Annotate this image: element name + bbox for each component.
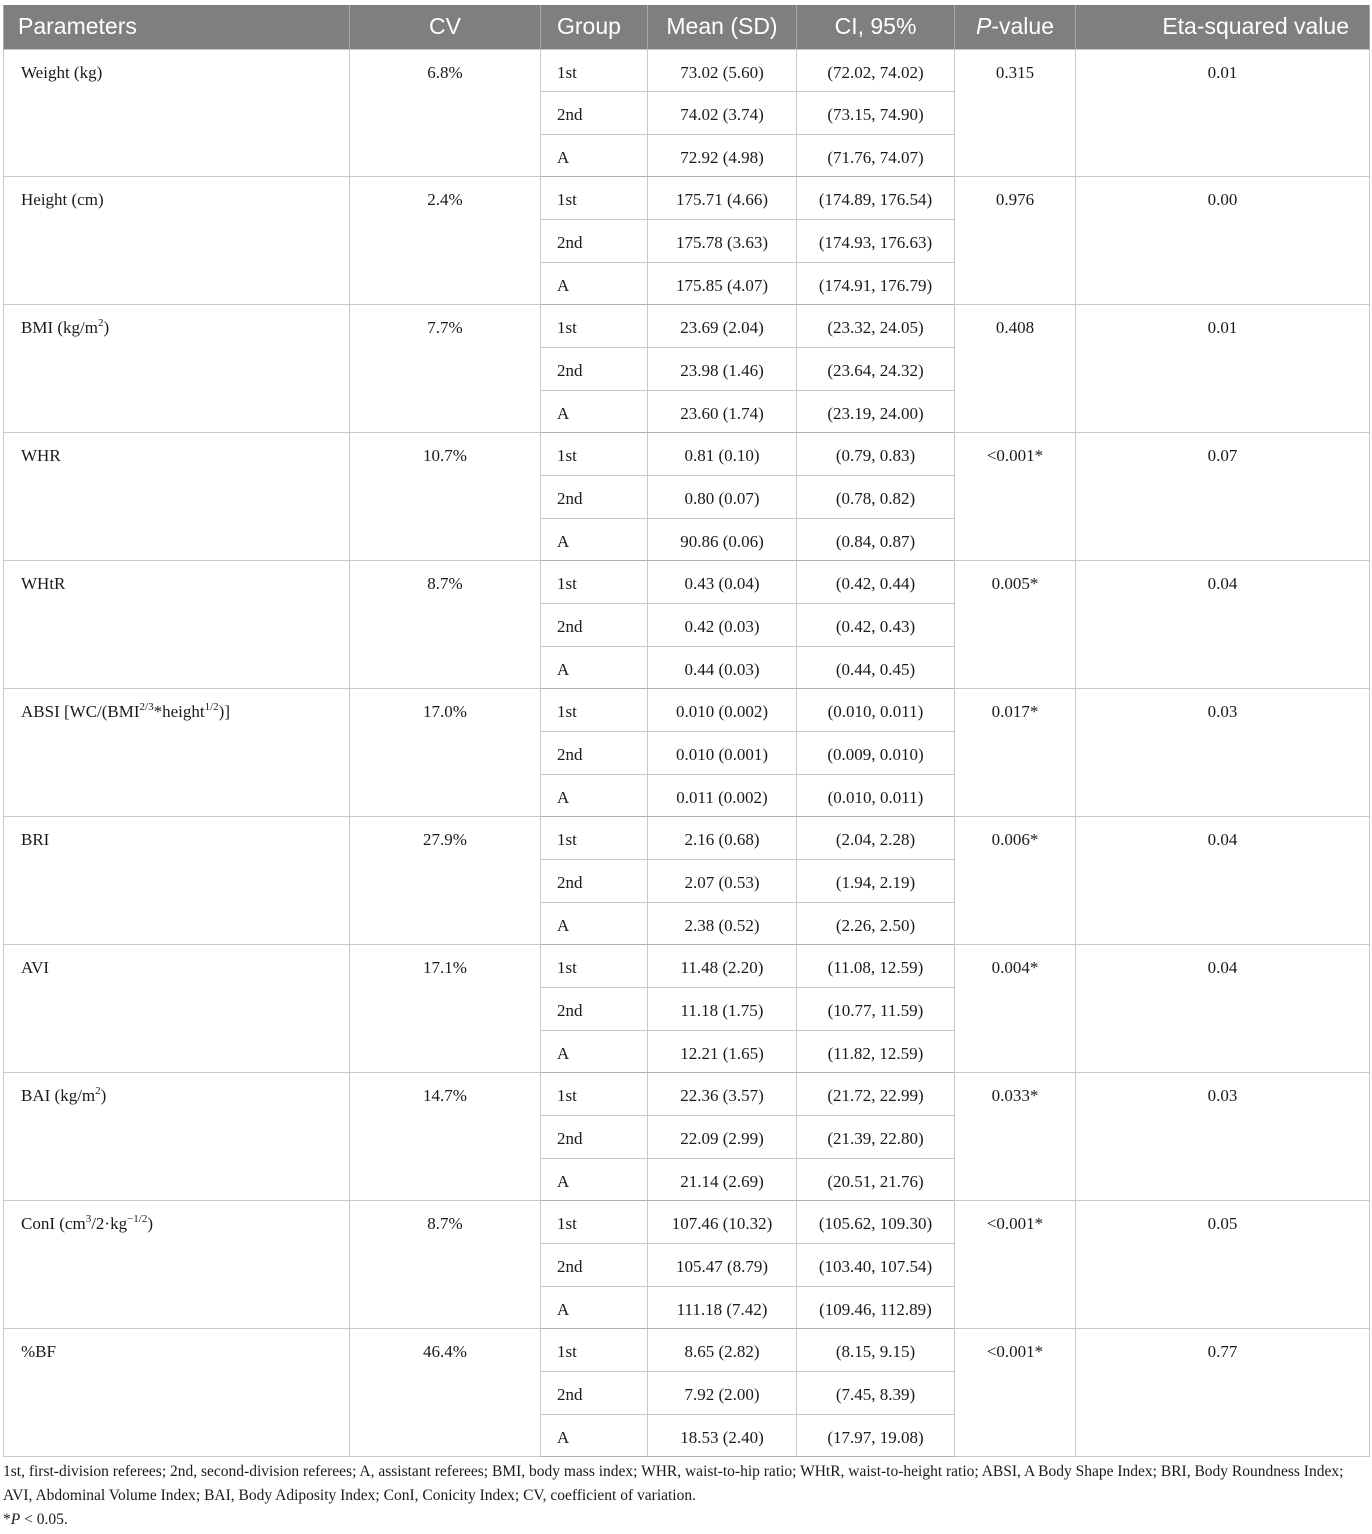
cell-cv: 6.8%	[350, 49, 541, 177]
footnote-abbreviations: 1st, first-division referees; 2nd, second-division referees; A, assistant referees; BMI, body mass index; WHR, waist-to-hip ratio; WHtR, waist-to-height ratio; ABSI, A Body Shape Index; BRI, Body Roundness Index; AVI, Abdominal Volume Index; BAI, Body Adiposity Index; ConI, Conicity Index; CV, coefficient of variation.	[3, 1463, 1344, 1505]
cell-mean-sd: 105.47 (8.79)	[648, 1243, 797, 1286]
anthropometric-table	[3, 5, 1370, 1457]
cell-ci: (20.51, 21.76)	[797, 1158, 955, 1201]
cell-parameter: %BF	[4, 1329, 350, 1457]
cell-ci: (23.64, 24.32)	[797, 348, 955, 391]
cell-ci: (0.79, 0.83)	[797, 433, 955, 476]
cell-ci: (23.32, 24.05)	[797, 305, 955, 348]
parameter-text: )	[147, 1214, 154, 1234]
table-row	[4, 177, 1370, 220]
cell-group: 1st	[541, 689, 648, 732]
cell-ci: (109.46, 112.89)	[797, 1286, 955, 1329]
cell-ci: (0.009, 0.010)	[797, 732, 955, 775]
cell-group: 2nd	[541, 732, 648, 775]
parameter-text: ConI (cm	[21, 1214, 86, 1234]
cell-mean-sd: 22.36 (3.57)	[648, 1073, 797, 1116]
cell-p-value: <0.001*	[955, 433, 1076, 561]
cell-mean-sd: 175.71 (4.66)	[648, 177, 797, 220]
cell-ci: (2.04, 2.28)	[797, 817, 955, 860]
cell-group: 2nd	[541, 1115, 648, 1158]
parameter-superscript: 1/2	[204, 700, 219, 713]
cell-group: 1st	[541, 1073, 648, 1116]
parameter-text: ABSI [WC/(BMI	[21, 702, 140, 722]
cell-group: 2nd	[541, 987, 648, 1030]
cell-p-value: 0.315	[955, 49, 1076, 177]
cell-ci: (7.45, 8.39)	[797, 1371, 955, 1414]
cell-parameter: Height (cm)	[4, 177, 350, 305]
cell-mean-sd: 11.48 (2.20)	[648, 945, 797, 988]
cell-p-value: <0.001*	[955, 1329, 1076, 1457]
table-row	[4, 561, 1370, 604]
cell-ci: (11.08, 12.59)	[797, 945, 955, 988]
cell-mean-sd: 8.65 (2.82)	[648, 1329, 797, 1372]
cell-group: A	[541, 902, 648, 945]
cell-parameter: WHtR	[4, 561, 350, 689]
cell-eta-squared: 0.04	[1076, 817, 1370, 945]
cell-group: 1st	[541, 817, 648, 860]
cell-mean-sd: 11.18 (1.75)	[648, 987, 797, 1030]
table-row	[4, 817, 1370, 860]
cell-p-value: 0.033*	[955, 1073, 1076, 1201]
cell-mean-sd: 12.21 (1.65)	[648, 1030, 797, 1073]
parameter-text: /2·kg	[91, 1214, 128, 1234]
cell-group: A	[541, 262, 648, 305]
cell-mean-sd: 74.02 (3.74)	[648, 92, 797, 135]
cell-group: A	[541, 1030, 648, 1073]
parameter-text: )	[100, 1086, 107, 1106]
cell-parameter	[4, 305, 350, 433]
table-row	[4, 1201, 1370, 1244]
cell-ci: (2.26, 2.50)	[797, 902, 955, 945]
cell-eta-squared: 0.77	[1076, 1329, 1370, 1457]
cell-cv: 8.7%	[350, 561, 541, 689]
cell-group: 2nd	[541, 1243, 648, 1286]
cell-p-value: 0.976	[955, 177, 1076, 305]
header-parameters: Parameters	[4, 5, 350, 49]
cell-parameter	[4, 689, 350, 817]
cell-parameter: AVI	[4, 945, 350, 1073]
cell-eta-squared: 0.03	[1076, 1073, 1370, 1201]
cell-group: 1st	[541, 1201, 648, 1244]
cell-ci: (174.89, 176.54)	[797, 177, 955, 220]
parameter-text: )]	[218, 702, 230, 722]
cell-p-value: 0.408	[955, 305, 1076, 433]
cell-eta-squared: 0.01	[1076, 49, 1370, 177]
cell-mean-sd: 18.53 (2.40)	[648, 1414, 797, 1457]
table-header-row	[4, 5, 1370, 49]
cell-mean-sd: 175.78 (3.63)	[648, 220, 797, 263]
cell-group: 2nd	[541, 220, 648, 263]
cell-ci: (103.40, 107.54)	[797, 1243, 955, 1286]
cell-ci: (17.97, 19.08)	[797, 1414, 955, 1457]
header-p-rest: -value	[991, 13, 1054, 40]
cell-mean-sd: 23.98 (1.46)	[648, 348, 797, 391]
cell-ci: (73.15, 74.90)	[797, 92, 955, 135]
cell-cv: 2.4%	[350, 177, 541, 305]
cell-mean-sd: 23.69 (2.04)	[648, 305, 797, 348]
cell-group: 2nd	[541, 348, 648, 391]
header-mean-sd: Mean (SD)	[648, 5, 797, 49]
header-cv: CV	[350, 5, 541, 49]
cell-ci: (174.91, 176.79)	[797, 262, 955, 305]
cell-mean-sd: 2.16 (0.68)	[648, 817, 797, 860]
cell-group: A	[541, 1286, 648, 1329]
cell-cv: 46.4%	[350, 1329, 541, 1457]
cell-p-value: 0.017*	[955, 689, 1076, 817]
cell-group: A	[541, 1414, 648, 1457]
cell-ci: (23.19, 24.00)	[797, 390, 955, 433]
table-row	[4, 1073, 1370, 1116]
footnote-star: *	[3, 1511, 11, 1529]
cell-group: 2nd	[541, 604, 648, 647]
cell-group: A	[541, 518, 648, 561]
cell-eta-squared: 0.00	[1076, 177, 1370, 305]
parameter-text: )	[103, 318, 110, 338]
cell-ci: (174.93, 176.63)	[797, 220, 955, 263]
cell-p-value: 0.005*	[955, 561, 1076, 689]
cell-mean-sd: 90.86 (0.06)	[648, 518, 797, 561]
cell-group: 1st	[541, 177, 648, 220]
parameter-text: BAI (kg/m	[21, 1086, 96, 1106]
footnote-p: P	[10, 1511, 21, 1529]
cell-ci: (10.77, 11.59)	[797, 987, 955, 1030]
cell-mean-sd: 0.42 (0.03)	[648, 604, 797, 647]
cell-cv: 17.0%	[350, 689, 541, 817]
cell-eta-squared: 0.01	[1076, 305, 1370, 433]
cell-ci: (0.42, 0.44)	[797, 561, 955, 604]
cell-mean-sd: 0.44 (0.03)	[648, 646, 797, 689]
cell-parameter: BRI	[4, 817, 350, 945]
cell-cv: 27.9%	[350, 817, 541, 945]
cell-mean-sd: 2.38 (0.52)	[648, 902, 797, 945]
cell-ci: (105.62, 109.30)	[797, 1201, 955, 1244]
cell-ci: (0.010, 0.011)	[797, 689, 955, 732]
cell-ci: (11.82, 12.59)	[797, 1030, 955, 1073]
cell-eta-squared: 0.05	[1076, 1201, 1370, 1329]
parameter-text: *height	[153, 702, 205, 722]
header-p-italic: P	[976, 13, 992, 40]
cell-group: 2nd	[541, 1371, 648, 1414]
header-p-value	[955, 5, 1076, 49]
cell-ci: (0.78, 0.82)	[797, 476, 955, 519]
cell-parameter: WHR	[4, 433, 350, 561]
cell-group: A	[541, 390, 648, 433]
cell-eta-squared: 0.04	[1076, 561, 1370, 689]
cell-group: 1st	[541, 1329, 648, 1372]
table-row	[4, 49, 1370, 92]
cell-parameter: Weight (kg)	[4, 49, 350, 177]
cell-group: A	[541, 134, 648, 177]
footnote-threshold: < 0.05.	[20, 1511, 68, 1529]
cell-cv: 14.7%	[350, 1073, 541, 1201]
cell-group: 1st	[541, 433, 648, 476]
cell-mean-sd: 111.18 (7.42)	[648, 1286, 797, 1329]
parameter-superscript: 2/3	[139, 700, 154, 713]
cell-eta-squared: 0.04	[1076, 945, 1370, 1073]
parameter-superscript: −1/2	[127, 1212, 148, 1225]
table-row	[4, 433, 1370, 476]
cell-mean-sd: 2.07 (0.53)	[648, 859, 797, 902]
parameter-superscript: 2	[97, 316, 104, 329]
cell-parameter	[4, 1201, 350, 1329]
cell-cv: 8.7%	[350, 1201, 541, 1329]
cell-p-value: <0.001*	[955, 1201, 1076, 1329]
cell-mean-sd: 0.010 (0.001)	[648, 732, 797, 775]
cell-mean-sd: 0.010 (0.002)	[648, 689, 797, 732]
table-row	[4, 305, 1370, 348]
cell-group: 1st	[541, 49, 648, 92]
cell-cv: 17.1%	[350, 945, 541, 1073]
cell-ci: (0.42, 0.43)	[797, 604, 955, 647]
cell-group: 1st	[541, 305, 648, 348]
parameter-superscript: 3	[85, 1212, 92, 1225]
footnote-significance	[3, 1508, 1369, 1532]
cell-ci: (21.39, 22.80)	[797, 1115, 955, 1158]
cell-mean-sd: 0.43 (0.04)	[648, 561, 797, 604]
cell-group: A	[541, 774, 648, 817]
cell-ci: (1.94, 2.19)	[797, 859, 955, 902]
cell-eta-squared: 0.07	[1076, 433, 1370, 561]
cell-ci: (0.84, 0.87)	[797, 518, 955, 561]
header-eta: Eta-squared value	[1076, 5, 1370, 49]
header-group: Group	[541, 5, 648, 49]
cell-p-value: 0.004*	[955, 945, 1076, 1073]
cell-p-value: 0.006*	[955, 817, 1076, 945]
cell-group: 2nd	[541, 92, 648, 135]
cell-group: 1st	[541, 561, 648, 604]
cell-mean-sd: 107.46 (10.32)	[648, 1201, 797, 1244]
cell-mean-sd: 175.85 (4.07)	[648, 262, 797, 305]
cell-group: 1st	[541, 945, 648, 988]
cell-ci: (0.010, 0.011)	[797, 774, 955, 817]
cell-group: A	[541, 646, 648, 689]
cell-ci: (72.02, 74.02)	[797, 49, 955, 92]
cell-parameter	[4, 1073, 350, 1201]
parameter-text: BMI (kg/m	[21, 318, 98, 338]
cell-mean-sd: 0.80 (0.07)	[648, 476, 797, 519]
cell-mean-sd: 7.92 (2.00)	[648, 1371, 797, 1414]
cell-mean-sd: 0.011 (0.002)	[648, 774, 797, 817]
table-body	[4, 49, 1370, 1457]
table-row	[4, 1329, 1370, 1372]
table-row	[4, 689, 1370, 732]
table-row	[4, 945, 1370, 988]
cell-ci: (71.76, 74.07)	[797, 134, 955, 177]
cell-group: 2nd	[541, 859, 648, 902]
cell-mean-sd: 23.60 (1.74)	[648, 390, 797, 433]
cell-ci: (8.15, 9.15)	[797, 1329, 955, 1372]
cell-ci: (21.72, 22.99)	[797, 1073, 955, 1116]
cell-cv: 7.7%	[350, 305, 541, 433]
cell-eta-squared: 0.03	[1076, 689, 1370, 817]
parameter-superscript: 2	[95, 1084, 101, 1097]
cell-mean-sd: 73.02 (5.60)	[648, 49, 797, 92]
cell-mean-sd: 22.09 (2.99)	[648, 1115, 797, 1158]
cell-ci: (0.44, 0.45)	[797, 646, 955, 689]
cell-mean-sd: 21.14 (2.69)	[648, 1158, 797, 1201]
cell-cv: 10.7%	[350, 433, 541, 561]
header-ci: CI, 95%	[797, 5, 955, 49]
cell-group: 2nd	[541, 476, 648, 519]
cell-group: A	[541, 1158, 648, 1201]
cell-mean-sd: 0.81 (0.10)	[648, 433, 797, 476]
table-container	[3, 5, 1369, 1532]
cell-mean-sd: 72.92 (4.98)	[648, 134, 797, 177]
